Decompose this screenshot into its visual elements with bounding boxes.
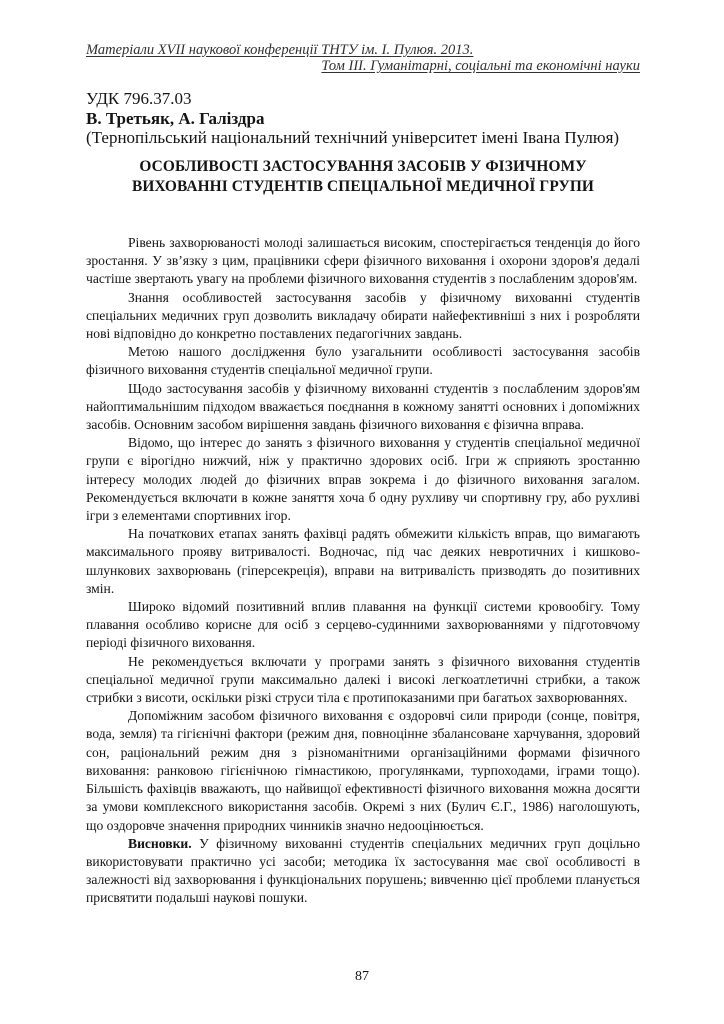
body-paragraph: Не рекомендується включати у програми занять з фізичного виховання студентів спеціальної медичної групи максимально далекі і високі легкоатлетичні стрибки, а також стрибки з висоти, оскільки різкі струси тіла є протипоказаними при багатьох захворюваннях. — [86, 653, 640, 706]
conclusions-text: У фізичному вихованні студентів спеціальних медичних груп доцільно використовувати практично усі засоби; методика їх застосування має свої особливості в залежності від захворювання і функціональних порушень; вивченню цієї проблеми планується присвятити подальші наукові пошуки. — [86, 835, 640, 906]
article-title-line-2: ВИХОВАННІ СТУДЕНТІВ СПЕЦІАЛЬНОЇ МЕДИЧНОЇ ГРУПИ — [132, 178, 594, 195]
conclusions-label: Висновки. — [128, 835, 192, 851]
article-title-line-1: ОСОБЛИВОСТІ ЗАСТОСУВАННЯ ЗАСОБІВ У ФІЗИЧНОМУ — [139, 158, 587, 175]
affiliation: (Тернопільський національний технічний університет імені Івана Пулюя) — [86, 128, 620, 147]
body-paragraph: Знання особливостей застосування засобів у фізичному вихованні студентів спеціальних медичних груп дозволить викладачу обирати найефективніші з них і розробляти нові відповідно до конкретно поставлених педагогічних завдань. — [86, 289, 640, 342]
udk-code: УДК 796.37.03 — [86, 89, 192, 108]
body-paragraph: На початкових етапах занять фахівці радять обмежити кількість вправ, що вимагають максимального прояву витривалості. Водночас, під час деяких невротичних і кишково-шлункових захворювань (гіперсекреція), вправи на витривалість призводять до позитивних змін. — [86, 526, 640, 596]
body-paragraph: Допоміжним засобом фізичного виховання є оздоровчі сили природи (сонце, повітря, вода, земля) та гігієнічні фактори (режим дня, повноцінне збалансоване харчування, здоровий сон, раціональний режим дня з різноманітними організаційними формами фізичного виховання: ранковою гігієнічною гімнастикою, прогулянками, турпоходами, іграми тощо). Більшість фахівців вважають, що найвищої ефективності фізичного виховання можна досягти за умови комплексного використання засобів. Окремі з них (Булич Є.Г., 1986) наголошують, що оздоровче значення природних чинників значно недооцінюється. — [86, 708, 640, 833]
body-paragraph: Відомо, що інтерес до занять з фізичного виховання у студентів спеціальної медичної групи є вірогідно нижчий, ніж у практично здорових осіб. Ігри ж сприяють зростанню інтересу молодих людей до фізичних вправ зокрема і до фізичного виховання загалом. Рекомендується включати в кожне заняття хоча б одну рухливу чи спортивну гру, або рухливі ігри з елементами спортивних ігор. — [86, 435, 640, 524]
conclusions-paragraph — [86, 835, 640, 908]
article-body — [86, 234, 640, 908]
authors: В. Третьяк, А. Галіздра — [86, 109, 265, 128]
body-paragraph: Щодо застосування засобів у фізичному вихованні студентів з послабленим здоров'ям найоптимальнішим підходом вважається поєднання в кожному занятті основних і допоміжних засобів. Основним засобом вирішення завдань фізичного виховання є фізична вправа. — [86, 380, 640, 433]
running-header-conference — [86, 42, 640, 59]
article-title — [86, 157, 640, 197]
body-paragraph: Широко відомий позитивний вплив плавання на функції системи кровообігу. Тому плавання особливо корисне для осіб з серцево-судинними захворюваннями у підготовчому періоді фізичного виховання. — [86, 599, 640, 651]
body-paragraph: Рівень захворюваності молоді залишається високим, спостерігається тенденція до його зростання. У зв’язку з цим, працівники сфери фізичного виховання і охорони здоров'я дедалі частіше звертають увагу на проблеми фізичного виховання студентів з послабленим здоров'ям. — [86, 235, 640, 287]
running-header-volume-text: Том ІІІ. Гуманітарні, соціальні та економічні науки — [321, 58, 640, 74]
running-header-volume — [86, 58, 640, 75]
page-number: 87 — [355, 969, 369, 984]
body-paragraph: Метою нашого дослідження було узагальнити особливості застосування засобів фізичного виховання студентів спеціальної медичної групи. — [86, 344, 640, 378]
running-header-conference-text: Матеріали XVІІ наукової конференції ТНТУ ім. І. Пулюя. 2013. — [86, 42, 474, 58]
